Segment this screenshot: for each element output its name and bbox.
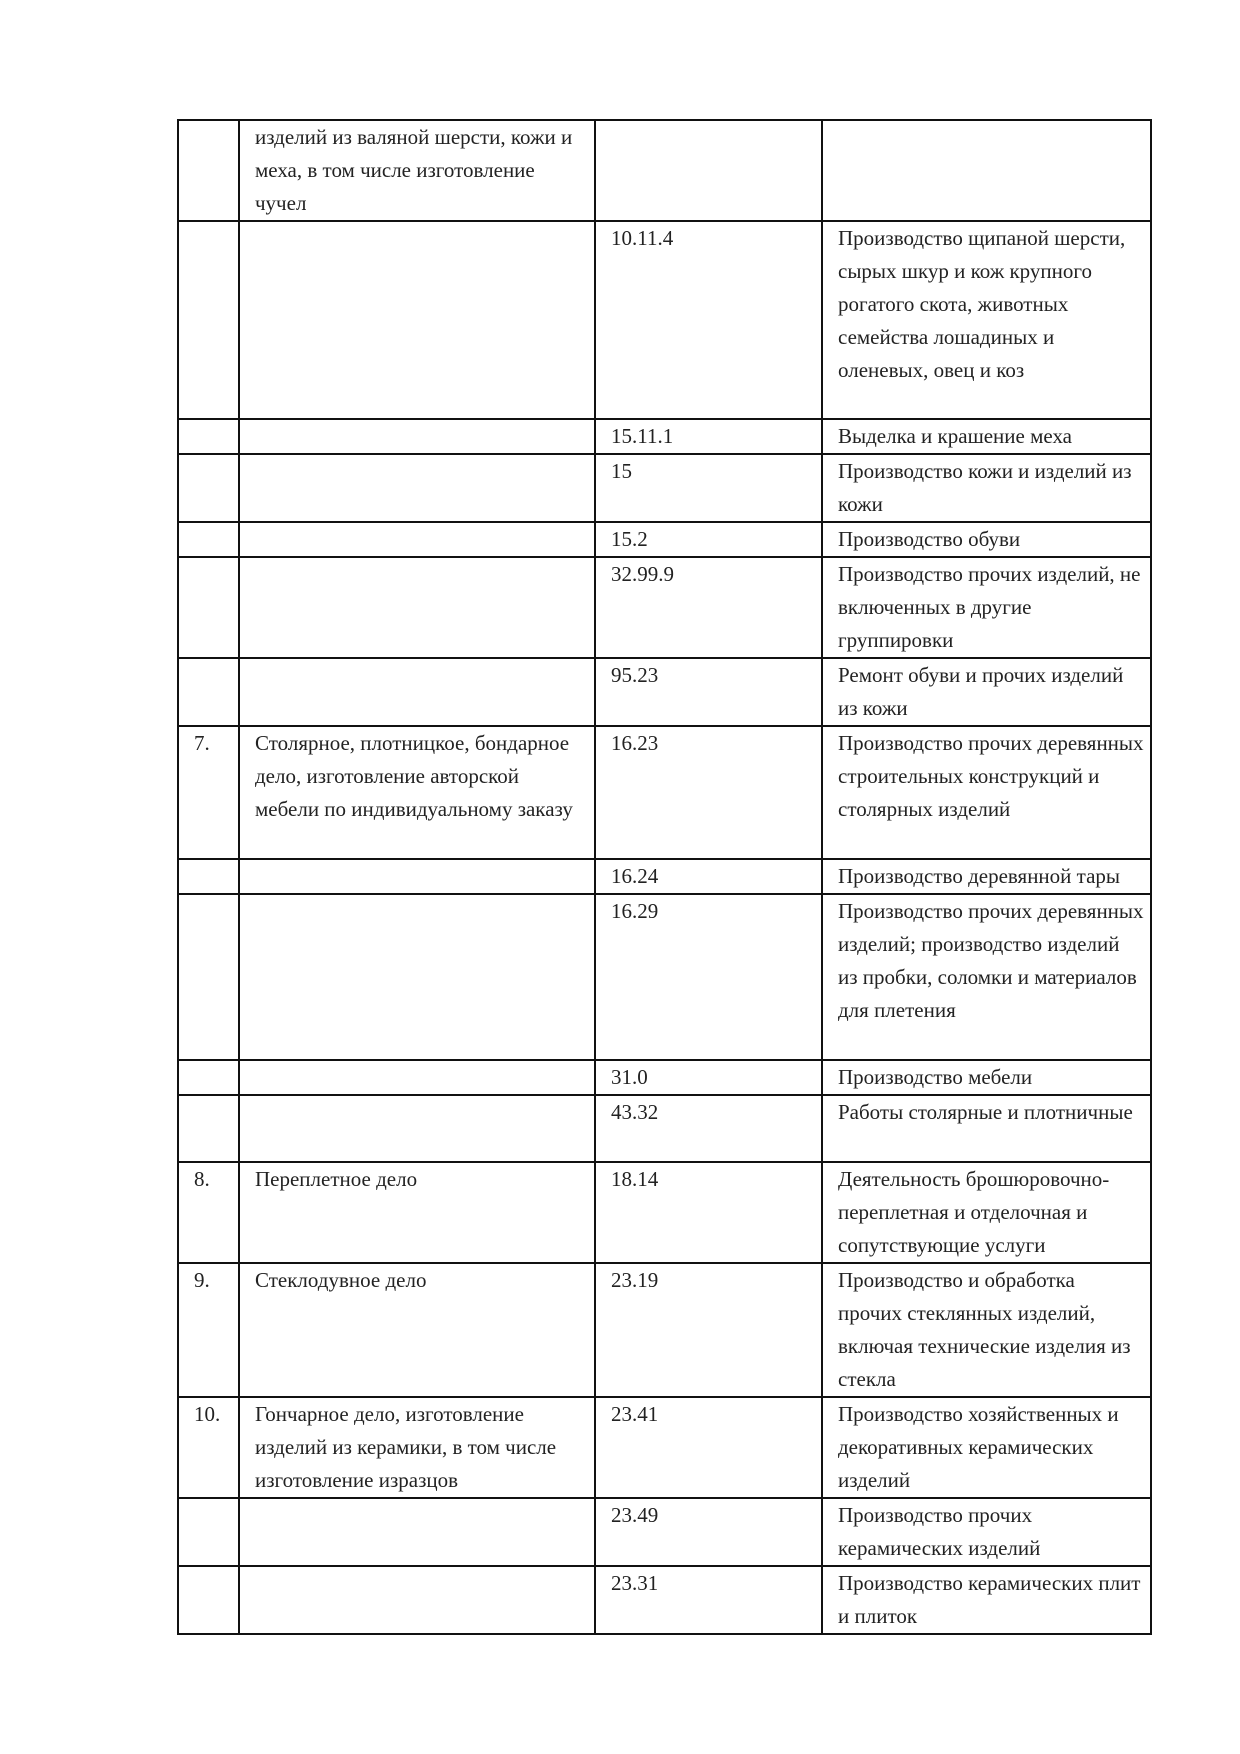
okved-code: 15 xyxy=(595,454,822,522)
activity-description: Производство кожи и изделий из кожи xyxy=(822,454,1151,522)
activity-description: Производство прочих изделий, не включенных в другие группировки xyxy=(822,557,1151,658)
row-number xyxy=(178,1060,239,1095)
craft-name xyxy=(239,1566,595,1634)
craft-name xyxy=(239,522,595,557)
row-number xyxy=(178,120,239,221)
row-number xyxy=(178,1498,239,1566)
okved-code: 16.24 xyxy=(595,859,822,894)
activity-description: Производство обуви xyxy=(822,522,1151,557)
okved-code: 23.49 xyxy=(595,1498,822,1566)
activity-description: Производство прочих керамических изделий xyxy=(822,1498,1151,1566)
row-number xyxy=(178,1566,239,1634)
row-number xyxy=(178,454,239,522)
table-row xyxy=(178,658,1151,726)
table-row xyxy=(178,454,1151,522)
row-number xyxy=(178,221,239,419)
row-number xyxy=(178,894,239,1060)
table-row xyxy=(178,1263,1151,1397)
table-row xyxy=(178,1397,1151,1498)
activity-description: Производство керамических плит и плиток xyxy=(822,1566,1151,1634)
craft-name: Столярное, плотницкое, бондарное дело, изготовление авторской мебели по индивидуальному заказу xyxy=(239,726,595,859)
okved-code: 23.19 xyxy=(595,1263,822,1397)
table-row xyxy=(178,419,1151,454)
craft-name xyxy=(239,419,595,454)
table-row xyxy=(178,557,1151,658)
okved-code: 95.23 xyxy=(595,658,822,726)
activity-description: Ремонт обуви и прочих изделий из кожи xyxy=(822,658,1151,726)
row-number xyxy=(178,859,239,894)
activity-description: Производство щипаной шерсти, сырых шкур и кож крупного рогатого скота, животных семейства лошадиных и оленевых, овец и коз xyxy=(822,221,1151,419)
okved-code xyxy=(595,120,822,221)
table-row xyxy=(178,522,1151,557)
row-number xyxy=(178,522,239,557)
activity-description: Производство хозяйственных и декоративных керамических изделий xyxy=(822,1397,1151,1498)
craft-name xyxy=(239,1498,595,1566)
row-number: 10. xyxy=(178,1397,239,1498)
row-number xyxy=(178,658,239,726)
row-number: 9. xyxy=(178,1263,239,1397)
okved-code: 10.11.4 xyxy=(595,221,822,419)
table-row xyxy=(178,1498,1151,1566)
row-number xyxy=(178,419,239,454)
okved-code: 43.32 xyxy=(595,1095,822,1162)
okved-code: 18.14 xyxy=(595,1162,822,1263)
table-row xyxy=(178,726,1151,859)
activity-description: Производство мебели xyxy=(822,1060,1151,1095)
okved-code: 15.11.1 xyxy=(595,419,822,454)
okved-code: 15.2 xyxy=(595,522,822,557)
row-number: 8. xyxy=(178,1162,239,1263)
activity-description: Работы столярные и плотничные xyxy=(822,1095,1151,1162)
row-number xyxy=(178,557,239,658)
table-row xyxy=(178,120,1151,221)
activity-description: Производство прочих деревянных изделий; производство изделий из пробки, соломки и материалов для плетения xyxy=(822,894,1151,1060)
craft-name: изделий из валяной шерсти, кожи и меха, в том числе изготовление чучел xyxy=(239,120,595,221)
okved-code: 31.0 xyxy=(595,1060,822,1095)
okved-code: 16.23 xyxy=(595,726,822,859)
activity-description xyxy=(822,120,1151,221)
craft-name xyxy=(239,894,595,1060)
activity-description: Производство прочих деревянных строительных конструкций и столярных изделий xyxy=(822,726,1151,859)
craft-name: Стеклодувное дело xyxy=(239,1263,595,1397)
craft-name: Переплетное дело xyxy=(239,1162,595,1263)
craft-name xyxy=(239,859,595,894)
okved-code: 23.31 xyxy=(595,1566,822,1634)
activity-description: Выделка и крашение меха xyxy=(822,419,1151,454)
table-row xyxy=(178,1566,1151,1634)
table-row xyxy=(178,859,1151,894)
craft-name xyxy=(239,1095,595,1162)
table-row xyxy=(178,1060,1151,1095)
activity-description: Производство деревянной тары xyxy=(822,859,1151,894)
row-number: 7. xyxy=(178,726,239,859)
craft-name xyxy=(239,1060,595,1095)
table-row xyxy=(178,894,1151,1060)
table-row xyxy=(178,1095,1151,1162)
activity-description: Деятельность брошюровочно-переплетная и отделочная и сопутствующие услуги xyxy=(822,1162,1151,1263)
table-row xyxy=(178,1162,1151,1263)
table-row xyxy=(178,221,1151,419)
craft-name xyxy=(239,221,595,419)
craft-name xyxy=(239,557,595,658)
okved-code: 23.41 xyxy=(595,1397,822,1498)
okved-code: 16.29 xyxy=(595,894,822,1060)
craft-name xyxy=(239,454,595,522)
craft-name: Гончарное дело, изготовление изделий из керамики, в том числе изготовление изразцов xyxy=(239,1397,595,1498)
craft-name xyxy=(239,658,595,726)
okved-table xyxy=(177,119,1152,1635)
okved-code: 32.99.9 xyxy=(595,557,822,658)
row-number xyxy=(178,1095,239,1162)
activity-description: Производство и обработка прочих стеклянных изделий, включая технические изделия из стекла xyxy=(822,1263,1151,1397)
